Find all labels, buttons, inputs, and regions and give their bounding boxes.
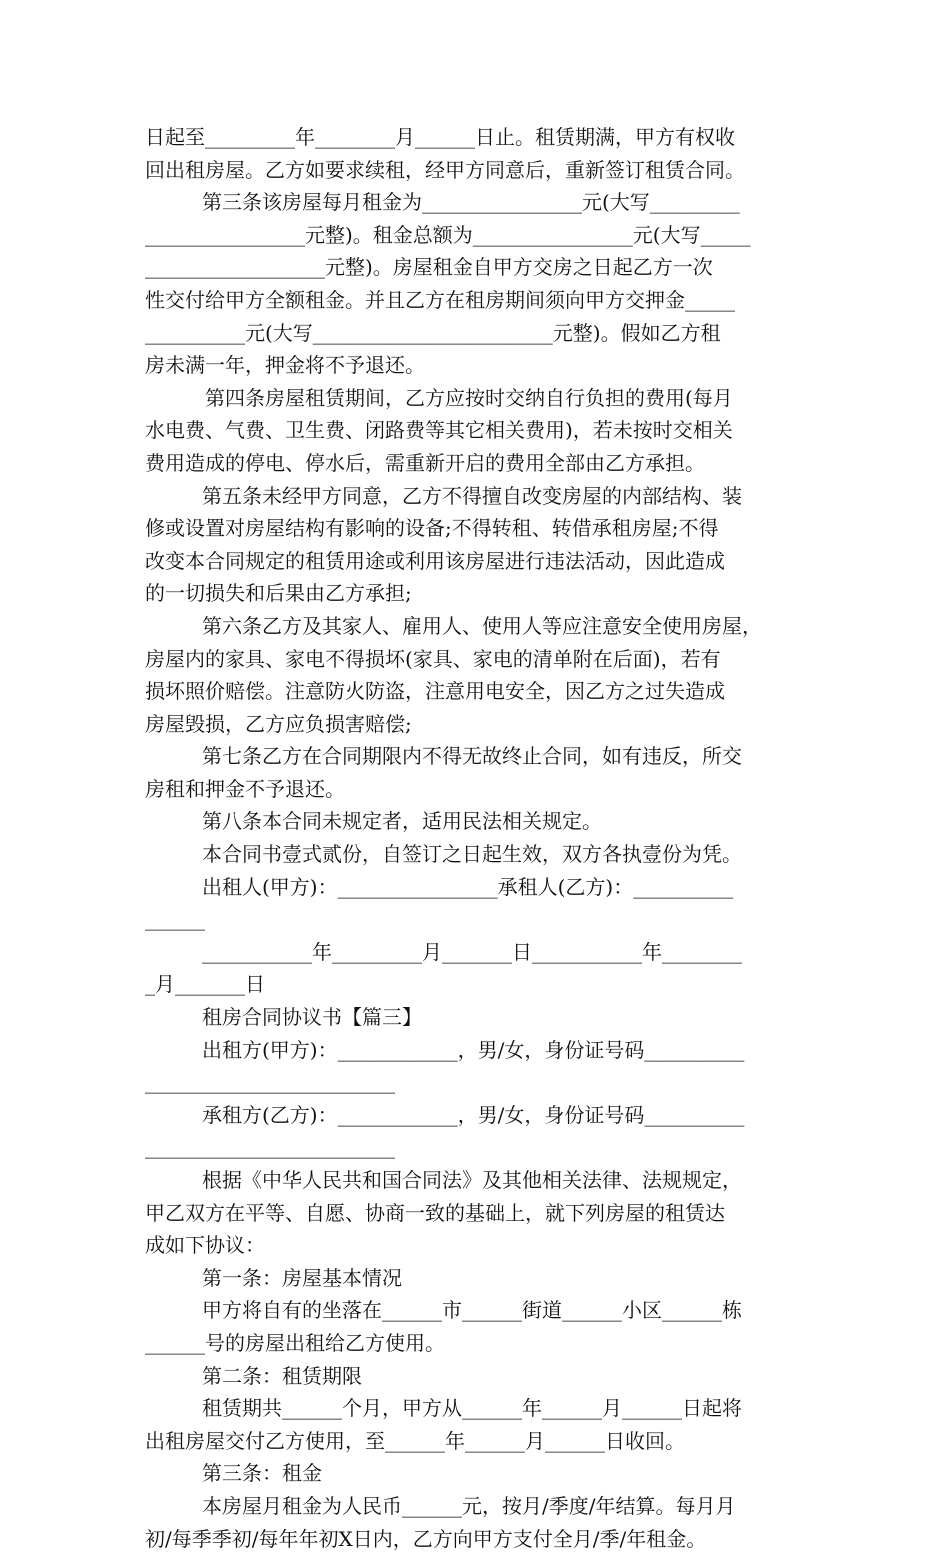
document-line: _________________________ bbox=[145, 1070, 395, 1095]
document-line: 第二条：租赁期限 bbox=[202, 1363, 362, 1388]
document-line: 房屋内的家具、家电不得损坏(家具、家电的清单附在后面)，若有 bbox=[145, 646, 721, 671]
document-line: 费用造成的停电、停水后，需重新开启的费用全部由乙方承担。 bbox=[145, 450, 705, 475]
document-line: 损坏照价赔偿。注意防火防盗，注意用电安全，因乙方之过失造成 bbox=[145, 679, 725, 704]
document-line: __________元(大写________________________元整)。假如乙方租 bbox=[145, 320, 721, 345]
document-line: 房未满一年，押金将不予退还。 bbox=[145, 353, 425, 378]
document-line: 出租方(甲方)：____________，男/女，身份证号码__________ bbox=[202, 1037, 745, 1062]
document-line: 第四条房屋租赁期间，乙方应按时交纳自行负担的费用(每月 bbox=[205, 385, 733, 410]
document-line: 租房合同协议书【篇三】 bbox=[202, 1005, 422, 1030]
document-line: 日起至_________年________月______日止。租赁期满，甲方有权收 bbox=[145, 125, 735, 149]
document-line: 第一条：房屋基本情况 bbox=[202, 1265, 402, 1290]
document-line: 甲乙双方在平等、自愿、协商一致的基础上，就下列房屋的租赁达 bbox=[145, 1200, 725, 1225]
document-line: 性交付给甲方全额租金。并且乙方在租房期间须向甲方交押金_____ bbox=[145, 287, 735, 312]
document-line: 改变本合同规定的租赁用途或利用该房屋进行违法活动，因此造成 bbox=[145, 548, 725, 573]
document-line: 第八条本合同未规定者，适用民法相关规定。 bbox=[202, 809, 602, 834]
document-line: 甲方将自有的坐落在______市______街道______小区______栋 bbox=[202, 1298, 742, 1323]
document-line: 修或设置对房屋结构有影响的设备;不得转租、转借承租房屋;不得 bbox=[145, 516, 719, 541]
document-line: ______ bbox=[145, 907, 205, 932]
document-line: 本房屋月租金为人民币______元，按月/季度/年结算。每月月 bbox=[202, 1493, 736, 1518]
document-line: 房租和押金不予退还。 bbox=[145, 776, 345, 801]
document-line: 承租方(乙方)：____________，男/女，身份证号码__________ bbox=[202, 1102, 745, 1127]
document-line: 根据《中华人民共和国合同法》及其他相关法律、法规规定， bbox=[202, 1168, 742, 1192]
document-line: 回出租房屋。乙方如要求续租，经甲方同意后，重新签订租赁合同。 bbox=[145, 157, 745, 182]
document-line: 第七条乙方在合同期限内不得无故终止合同，如有违反，所交 bbox=[202, 744, 742, 769]
document-line: ________________元整)。租金总额为________________元(大写_____ bbox=[145, 222, 751, 247]
document-line: 初/每季季初/每年年初X日内，乙方向甲方支付全月/季/年租金。 bbox=[145, 1526, 707, 1551]
document-line: _________________________ bbox=[145, 1135, 395, 1160]
document-line: 房屋毁损，乙方应负损害赔偿; bbox=[145, 711, 412, 736]
document-line: __________________元整)。房屋租金自甲方交房之日起乙方一次 bbox=[145, 255, 713, 280]
document-line: ______号的房屋出租给乙方使用。 bbox=[145, 1330, 445, 1355]
document-line: 第六条乙方及其家人、雇用人、使用人等应注意安全使用房屋， bbox=[202, 613, 762, 638]
document-line: 第三条：租金 bbox=[202, 1461, 322, 1486]
document-line: 出租房屋交付乙方使用，至______年______月______日收回。 bbox=[145, 1428, 685, 1453]
document-line: 成如下协议： bbox=[145, 1233, 265, 1258]
document-line: 租赁期共______个月，甲方从______年______月______日起将 bbox=[202, 1396, 742, 1421]
document-line: ___________年_________月_______日___________年________ bbox=[202, 939, 742, 964]
document-line: 第五条未经甲方同意，乙方不得擅自改变房屋的内部结构、装 bbox=[202, 483, 742, 508]
document-line: 水电费、气费、卫生费、闭路费等其它相关费用)，若未按时交相关 bbox=[145, 418, 733, 443]
document-line: _月_______日 bbox=[145, 972, 265, 997]
document-line: 出租人(甲方)：________________承租人(乙方)：__________ bbox=[202, 874, 734, 899]
document-line: 的一切损失和后果由乙方承担; bbox=[145, 581, 412, 606]
document-line: 第三条该房屋每月租金为________________元(大写_________ bbox=[202, 190, 740, 215]
document-body bbox=[145, 121, 807, 1555]
document-line: 本合同书壹式贰份，自签订之日起生效，双方各执壹份为凭。 bbox=[202, 842, 742, 867]
